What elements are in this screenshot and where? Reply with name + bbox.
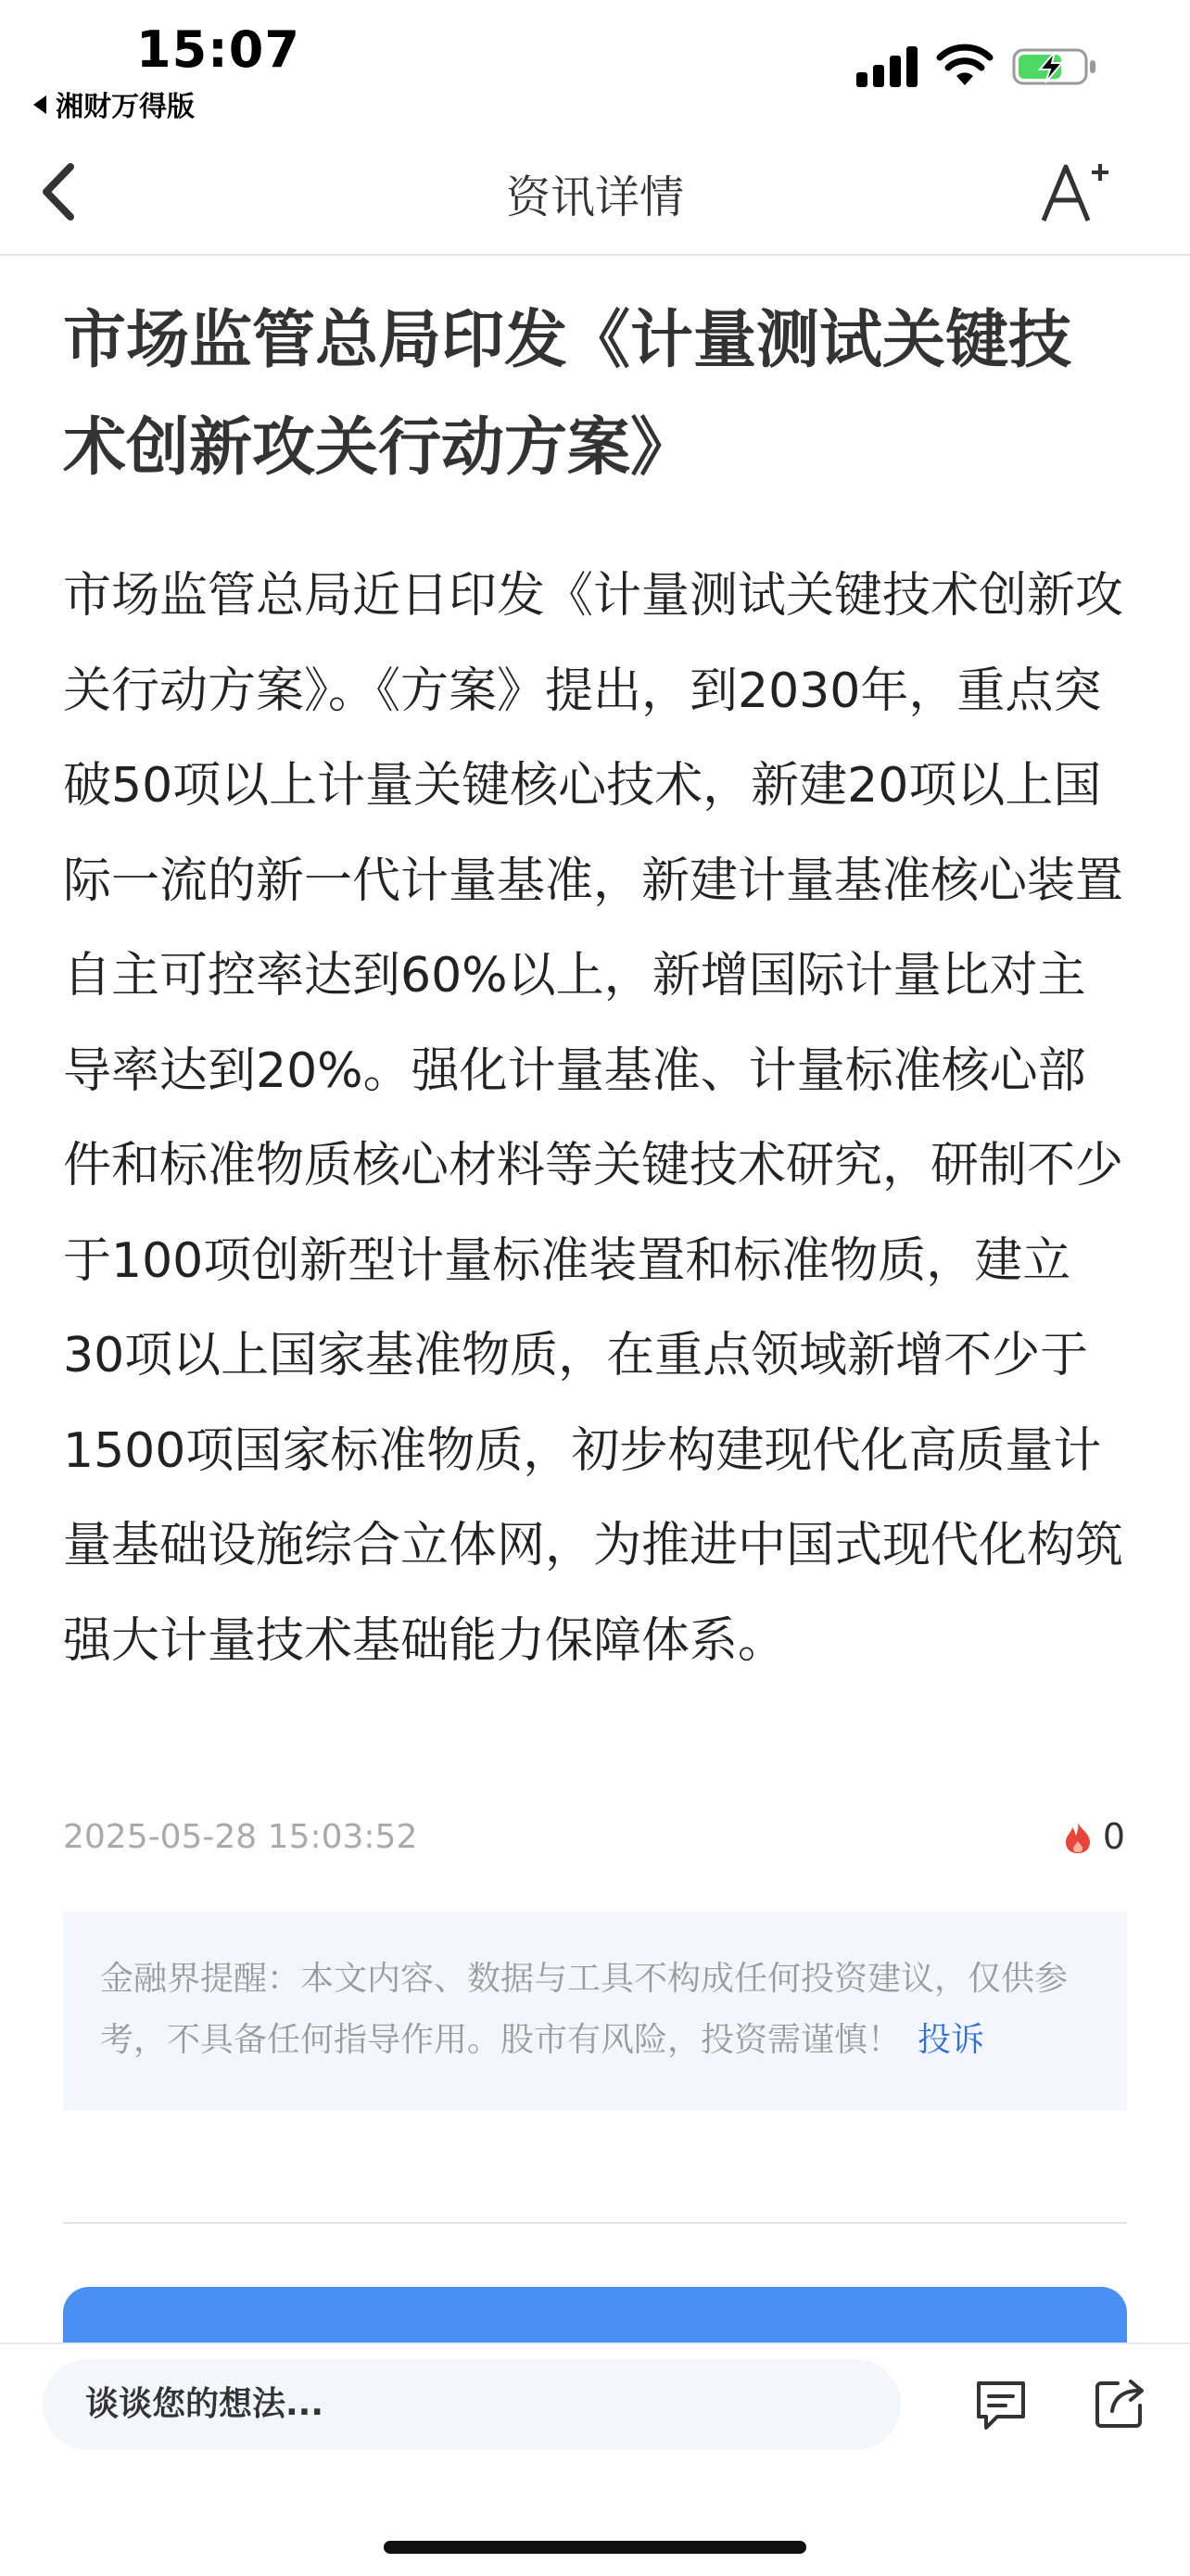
comment-input[interactable]: 谈谈您的想法... bbox=[43, 2359, 901, 2450]
back-to-app-link[interactable] bbox=[33, 83, 195, 124]
disclaimer-text bbox=[100, 1949, 1090, 2071]
signal-icon bbox=[856, 46, 918, 87]
divider bbox=[63, 2222, 1127, 2224]
heat-count bbox=[1064, 1816, 1125, 1857]
back-triangle-icon bbox=[33, 95, 46, 114]
article-title: 市场监管总局印发《计量测试关键技术创新攻关行动方案》 bbox=[63, 304, 1072, 485]
wifi-icon bbox=[936, 43, 994, 87]
battery-charging-icon bbox=[1012, 48, 1097, 85]
home-indicator bbox=[384, 2541, 806, 2554]
back-app-label: 湘财万得版 bbox=[56, 91, 195, 123]
complain-link[interactable]: 投诉 bbox=[918, 2021, 985, 2059]
comment-icon[interactable] bbox=[973, 2378, 1029, 2433]
fire-icon bbox=[1064, 1821, 1092, 1854]
font-size-icon[interactable] bbox=[1038, 156, 1112, 230]
disclaimer-message: 金融界提醒：本文内容、数据与工具不构成任何投资建议，仅供参考，不具备任何指导作用。股市有风险，投资需谨慎！ bbox=[100, 1960, 1069, 2059]
article-body: 市场监管总局近日印发《计量测试关键技术创新攻关行动方案》。《方案》提出，到2030年，重点突破50项以上计量关键核心技术，新建20项以上国际一流的新一代计量基准，新建计量基准核心装置自主可控率达到60%以上，新增国际计量比对主导率达到20%。强化计量基准、计量标准核心部件和标准物质核心材料等关键技术研究，研制不少于100项创新型计量标准装置和标准物质，建立30项以上国家基准物质，在重点领域新增不少于1500项国家标准物质，初步构建现代化高质量计量基础设施综合立体网，为推进中国式现代化构筑强大计量技术基础能力保障体系。 bbox=[63, 568, 1124, 1669]
page-title: 资讯详情 bbox=[505, 171, 684, 223]
disclaimer-box bbox=[63, 1912, 1127, 2110]
status-bar bbox=[0, 0, 1190, 130]
status-time: 15:07 bbox=[136, 20, 300, 79]
nav-bar bbox=[0, 130, 1190, 256]
share-icon[interactable] bbox=[1092, 2376, 1147, 2431]
heat-count-value: 0 bbox=[1102, 1816, 1125, 1857]
bottom-bar bbox=[0, 2342, 1190, 2576]
publish-time: 2025-05-28 15:03:52 bbox=[63, 1818, 418, 1856]
